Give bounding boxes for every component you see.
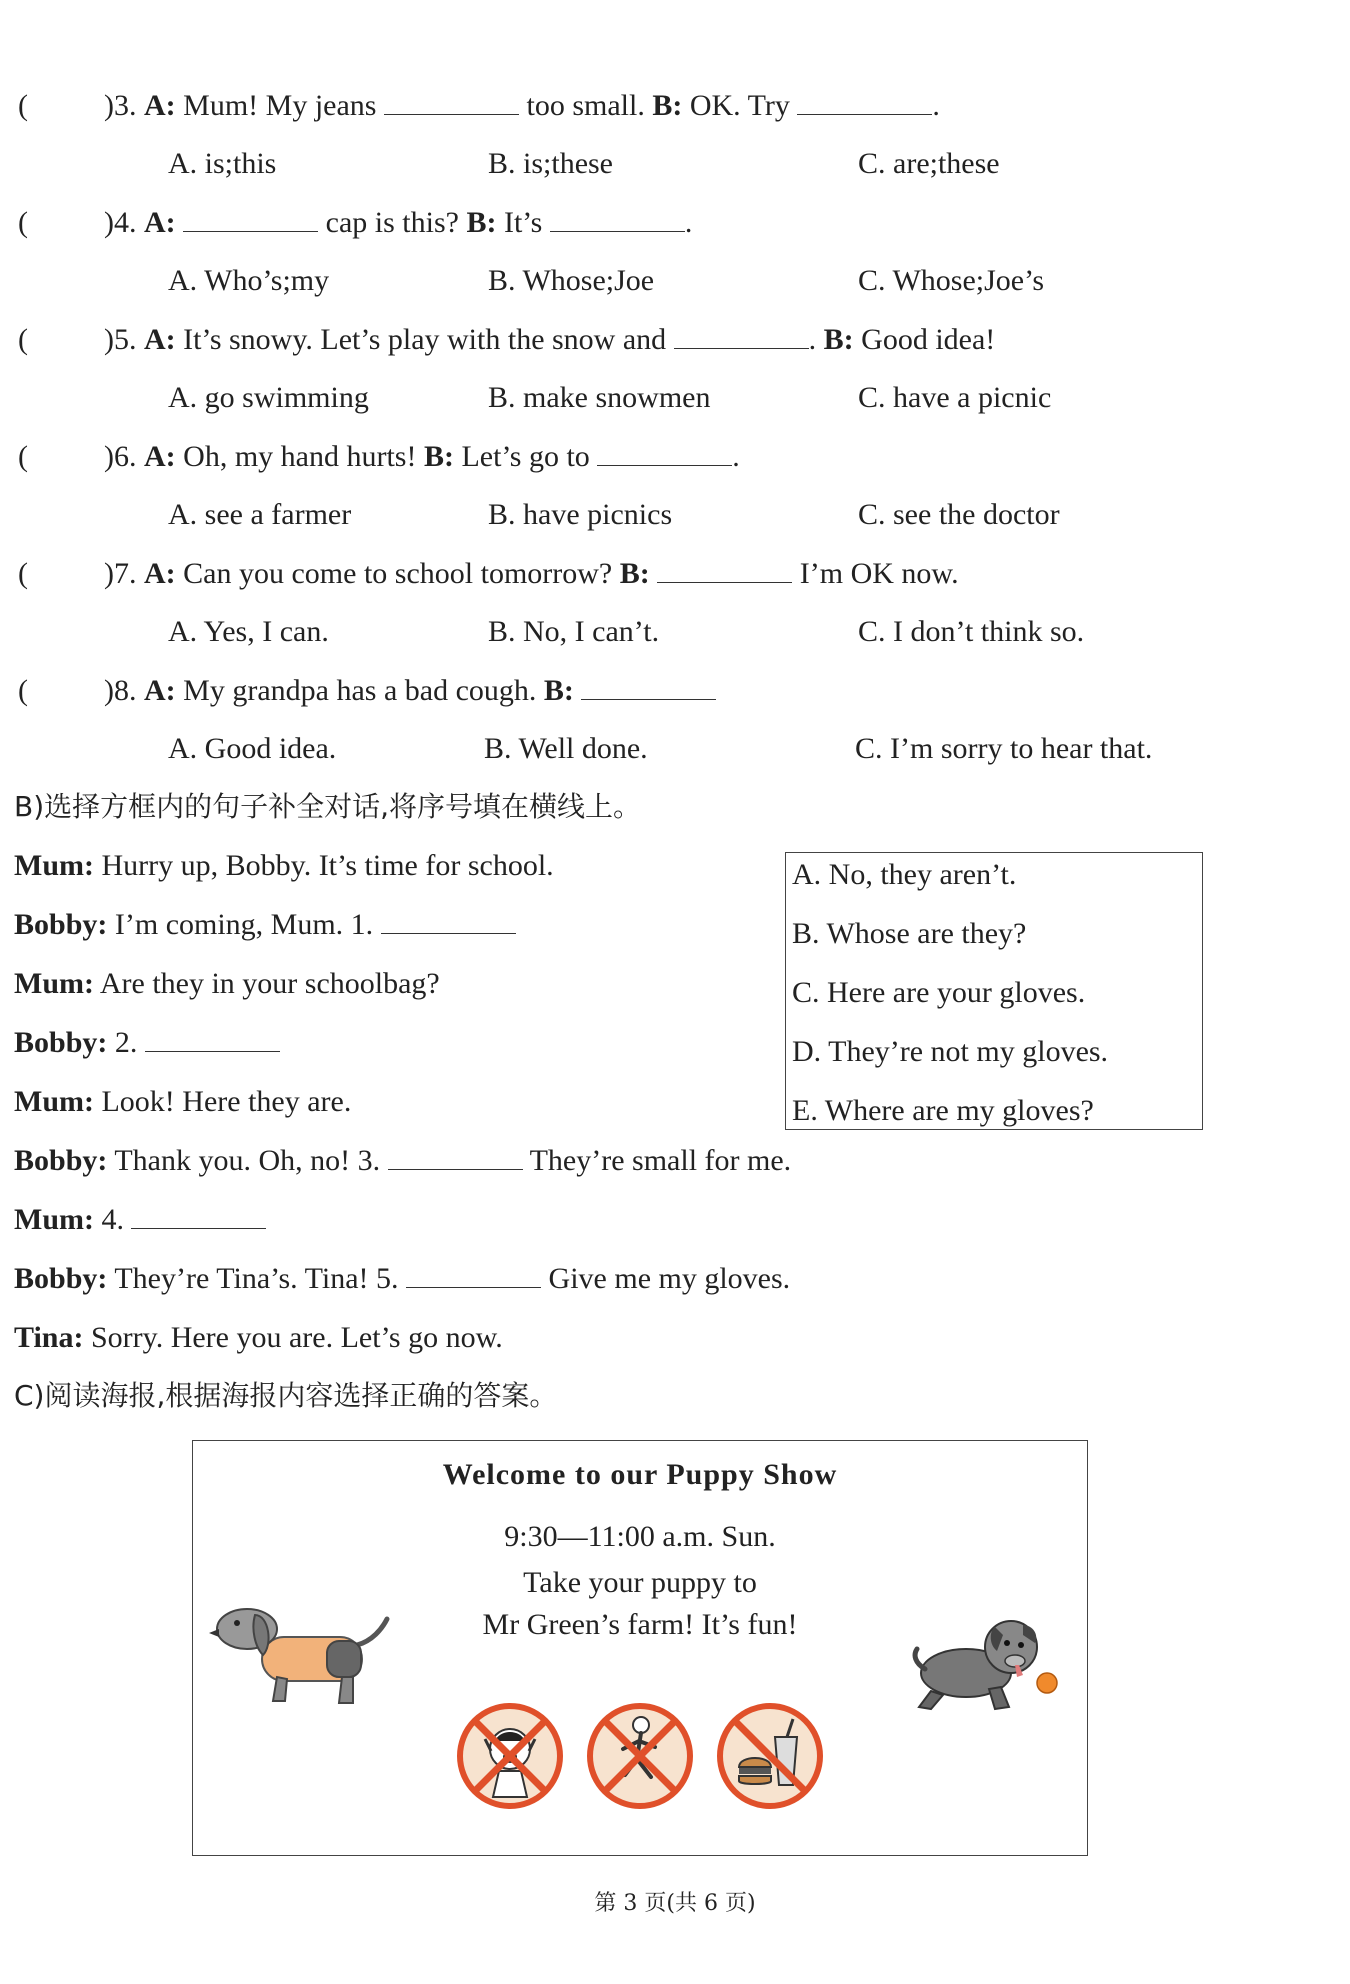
option-a[interactable]: A. see a farmer — [168, 498, 352, 531]
question-number: )8. — [104, 674, 137, 707]
option-a[interactable]: A. go swimming — [168, 381, 369, 414]
line-text: 2. — [114, 1026, 138, 1059]
answer-blank[interactable] — [384, 88, 519, 115]
answer-blank[interactable] — [550, 205, 685, 232]
question-text: Mum! My jeans — [183, 89, 377, 122]
dialogue-line — [14, 1025, 280, 1061]
option-b[interactable]: B. Well done. — [484, 732, 648, 765]
box-option-d: D. They’re not my gloves. — [792, 1035, 1109, 1068]
answer-blank[interactable] — [797, 88, 932, 115]
box-option-a: A. No, they aren’t. — [792, 858, 1017, 891]
options-box — [785, 852, 1203, 1130]
question-text: Let’s go to — [461, 440, 590, 473]
dachshund-dog-icon — [207, 1589, 397, 1714]
speaker-a: A: — [144, 89, 176, 122]
option-c[interactable]: C. are;these — [858, 147, 1000, 180]
box-option-b: B. Whose are they? — [792, 917, 1027, 950]
speaker: Tina: — [14, 1321, 84, 1354]
option-c[interactable]: C. see the doctor — [858, 498, 1060, 531]
line-text: Thank you. Oh, no! 3. — [114, 1144, 381, 1177]
question-text: It’s — [503, 206, 543, 239]
answer-paren[interactable]: ( — [18, 674, 28, 707]
answer-blank-3[interactable] — [388, 1143, 523, 1170]
no-shouting-sign-icon — [455, 1701, 565, 1811]
option-a[interactable]: A. Yes, I can. — [168, 615, 329, 648]
line-text: Sorry. Here you are. Let’s go now. — [90, 1321, 503, 1354]
speaker: Mum: — [14, 967, 94, 1000]
answer-blank-2[interactable] — [145, 1025, 280, 1052]
answer-blank[interactable] — [183, 205, 318, 232]
question-text: . — [684, 206, 693, 239]
speaker-a: A: — [144, 206, 176, 239]
poster-line-1: Take your puppy to — [523, 1566, 757, 1599]
question-text: Can you come to school tomorrow? — [183, 557, 613, 590]
line-text: They’re small for me. — [529, 1144, 792, 1177]
bulldog-with-ball-icon — [911, 1611, 1061, 1721]
answer-blank[interactable] — [581, 673, 716, 700]
question-text: Good idea! — [861, 323, 996, 356]
speaker: Bobby: — [14, 908, 108, 941]
answer-blank-4[interactable] — [131, 1202, 266, 1229]
question-text: I’m OK now. — [799, 557, 959, 590]
line-text: 4. — [101, 1203, 124, 1236]
question-number: )3. — [104, 89, 137, 122]
answer-paren[interactable]: ( — [18, 323, 28, 356]
dialogue-line — [14, 1261, 790, 1297]
dialogue-line — [14, 848, 554, 884]
speaker: Mum: — [14, 1085, 94, 1118]
speaker: Mum: — [14, 849, 94, 882]
line-text: Hurry up, Bobby. It’s time for school. — [101, 849, 554, 882]
speaker-b: B: — [652, 89, 683, 122]
question-number: )7. — [104, 557, 137, 590]
answer-blank-5[interactable] — [406, 1261, 541, 1288]
option-b[interactable]: B. No, I can’t. — [488, 615, 660, 648]
question-text: cap is this? — [325, 206, 459, 239]
poster-time: 9:30—11:00 a.m. Sun. — [504, 1520, 776, 1553]
speaker-b: B: — [423, 440, 454, 473]
dialogue-line — [14, 1143, 791, 1179]
page-footer: 第 3 页(共 6 页) — [594, 1891, 756, 1916]
question-text: . — [732, 440, 740, 473]
question-number: )6. — [104, 440, 137, 473]
poster-heading: Welcome to our Puppy Show — [442, 1458, 838, 1491]
dialogue-line — [14, 1320, 503, 1356]
section-c-title: C)阅读海报,根据海报内容选择正确的答案。 — [14, 1379, 558, 1412]
speaker: Bobby: — [14, 1144, 108, 1177]
dialogue-line — [14, 907, 516, 943]
speaker-a: A: — [144, 674, 176, 707]
question-text: too small. — [526, 89, 645, 122]
option-c[interactable]: C. I’m sorry to hear that. — [855, 732, 1153, 765]
answer-blank[interactable] — [597, 439, 732, 466]
speaker-a: A: — [144, 557, 176, 590]
speaker-a: A: — [144, 323, 176, 356]
puppy-show-poster — [192, 1440, 1088, 1856]
no-running-sign-icon — [585, 1701, 695, 1811]
answer-blank[interactable] — [657, 556, 792, 583]
option-a[interactable]: A. Who’s;my — [168, 264, 330, 297]
line-text: They’re Tina’s. Tina! 5. — [114, 1262, 399, 1295]
speaker-b: B: — [543, 674, 574, 707]
speaker-a: A: — [144, 440, 176, 473]
question-text: . — [932, 89, 940, 122]
answer-blank-1[interactable] — [381, 907, 516, 934]
question-number: )5. — [104, 323, 137, 356]
line-text: Give me my gloves. — [548, 1262, 791, 1295]
box-option-c: C. Here are your gloves. — [792, 976, 1086, 1009]
answer-paren[interactable]: ( — [18, 89, 28, 122]
speaker-b: B: — [619, 557, 650, 590]
option-a[interactable]: A. is;this — [168, 147, 277, 180]
line-text: Are they in your schoolbag? — [99, 967, 440, 1000]
option-b[interactable]: B. Whose;Joe — [488, 264, 655, 297]
answer-paren[interactable]: ( — [18, 206, 28, 239]
speaker: Mum: — [14, 1203, 94, 1236]
line-text: I’m coming, Mum. 1. — [114, 908, 374, 941]
question-text: OK. Try — [689, 89, 790, 122]
option-c[interactable]: C. Whose;Joe’s — [858, 264, 1045, 297]
box-option-e: E. Where are my gloves? — [792, 1094, 1094, 1127]
section-b-title: B)选择方框内的句子补全对话,将序号填在横线上。 — [14, 790, 642, 823]
question-text: It’s snowy. Let’s play with the snow and — [183, 323, 667, 356]
speaker-b: B: — [466, 206, 497, 239]
question-text: Oh, my hand hurts! — [183, 440, 417, 473]
option-b[interactable]: B. have picnics — [488, 498, 673, 531]
question-number: )4. — [104, 206, 137, 239]
option-b[interactable]: B. is;these — [488, 147, 613, 180]
poster-line-2: Mr Green’s farm! It’s fun! — [482, 1608, 798, 1641]
answer-blank[interactable] — [674, 322, 809, 349]
option-c[interactable]: C. have a picnic — [858, 381, 1052, 414]
answer-paren[interactable]: ( — [18, 557, 28, 590]
option-c[interactable]: C. I don’t think so. — [858, 615, 1085, 648]
option-a[interactable]: A. Good idea. — [168, 732, 337, 765]
no-food-drink-sign-icon — [715, 1701, 825, 1811]
question-text: My grandpa has a bad cough. — [183, 674, 537, 707]
dialogue-line — [14, 1202, 266, 1238]
speaker: Bobby: — [14, 1262, 108, 1295]
dialogue-line — [14, 966, 440, 1002]
answer-paren[interactable]: ( — [18, 440, 28, 473]
option-b[interactable]: B. make snowmen — [488, 381, 711, 414]
dialogue-line — [14, 1084, 351, 1120]
speaker-b: B: — [823, 323, 854, 356]
line-text: Look! Here they are. — [101, 1085, 352, 1118]
speaker: Bobby: — [14, 1026, 108, 1059]
